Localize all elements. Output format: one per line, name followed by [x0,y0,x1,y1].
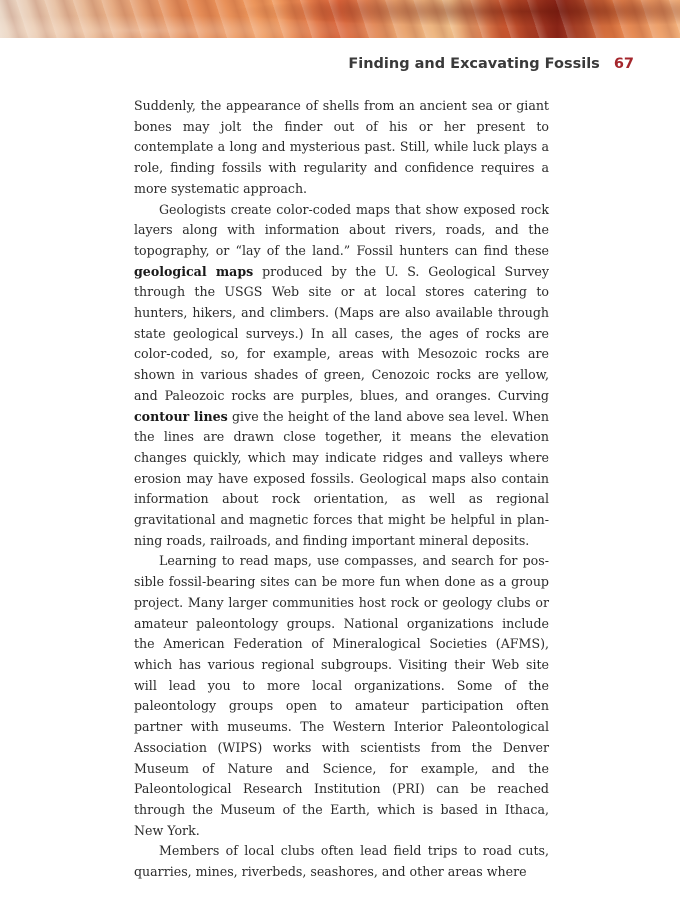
paragraph-2-part-3: give the height of the land above sea level. When the lines are drawn close together, it means the elevation changes quickly, which may indicate ridges and valleys where erosion may have exposed fossils. Geological maps also contain information about rock orientation, as well as regional gravitational and magnetic forces that might be helpful in planning roads, railroads, and finding important mineral deposits. [134,408,549,548]
paragraph-2-part-1: Geologists create color-coded maps that show exposed rock layers along with information about rivers, roads, and the topography, or “lay of the land.” Fossil hunters can find these [134,201,549,258]
term-geological-maps: geological maps [134,263,254,279]
running-header [348,56,634,72]
paragraph-4: Members of local clubs often lead field trips to road cuts, quarries, mines, riverbeds, seashores, and other areas where [134,843,549,880]
paragraph-3: Learning to read maps, use compasses, and search for possible fossil-bearing sites can be more fun when done as a group project. Many larger communities host rock or geology clubs or amateur paleontology groups. National organizations include the American Federation of Mineralogical Societies (AFMS), which has various regional subgroups. Visiting their Web site will lead you to more local organizations. Some of the paleontology groups open to amateur participation often partner with museums. The Western Interior Paleontological Association (WIPS) works with scientists from the Denver Museum of Nature and Science, for example, and the Paleontological Research Institution (PRI) can be reached through the Museum of the Earth, which is based in Ithaca, New York. [134,553,549,838]
decorative-rock-banner [0,0,680,38]
paragraph-2 [134,200,549,552]
paragraph-2-part-2: produced by the U. S. Geological Survey through the USGS Web site or at local stores catering to hunters, hikers, and climbers. (Maps are also available through state geological surveys.) In all cases, the ages of rocks are color-coded, so, for example, areas with Mesozoic rocks are shown in various shades of green, Cenozoic rocks are yellow, and Paleozoic rocks are purples, blues, and oranges. Curving [134,263,550,403]
term-contour-lines: contour lines [134,408,228,424]
chapter-title: Finding and Excavating Fossils [348,56,600,72]
page-number: 67 [613,56,634,72]
paragraph-1: Suddenly, the appearance of shells from an ancient sea or giant bones may jolt the finder out of his or her present to contemplate a long and mysterious past. Still, while luck plays a role, finding fossils with regularity and confidence requires a more systematic approach. [134,98,549,196]
body-text [134,96,549,883]
